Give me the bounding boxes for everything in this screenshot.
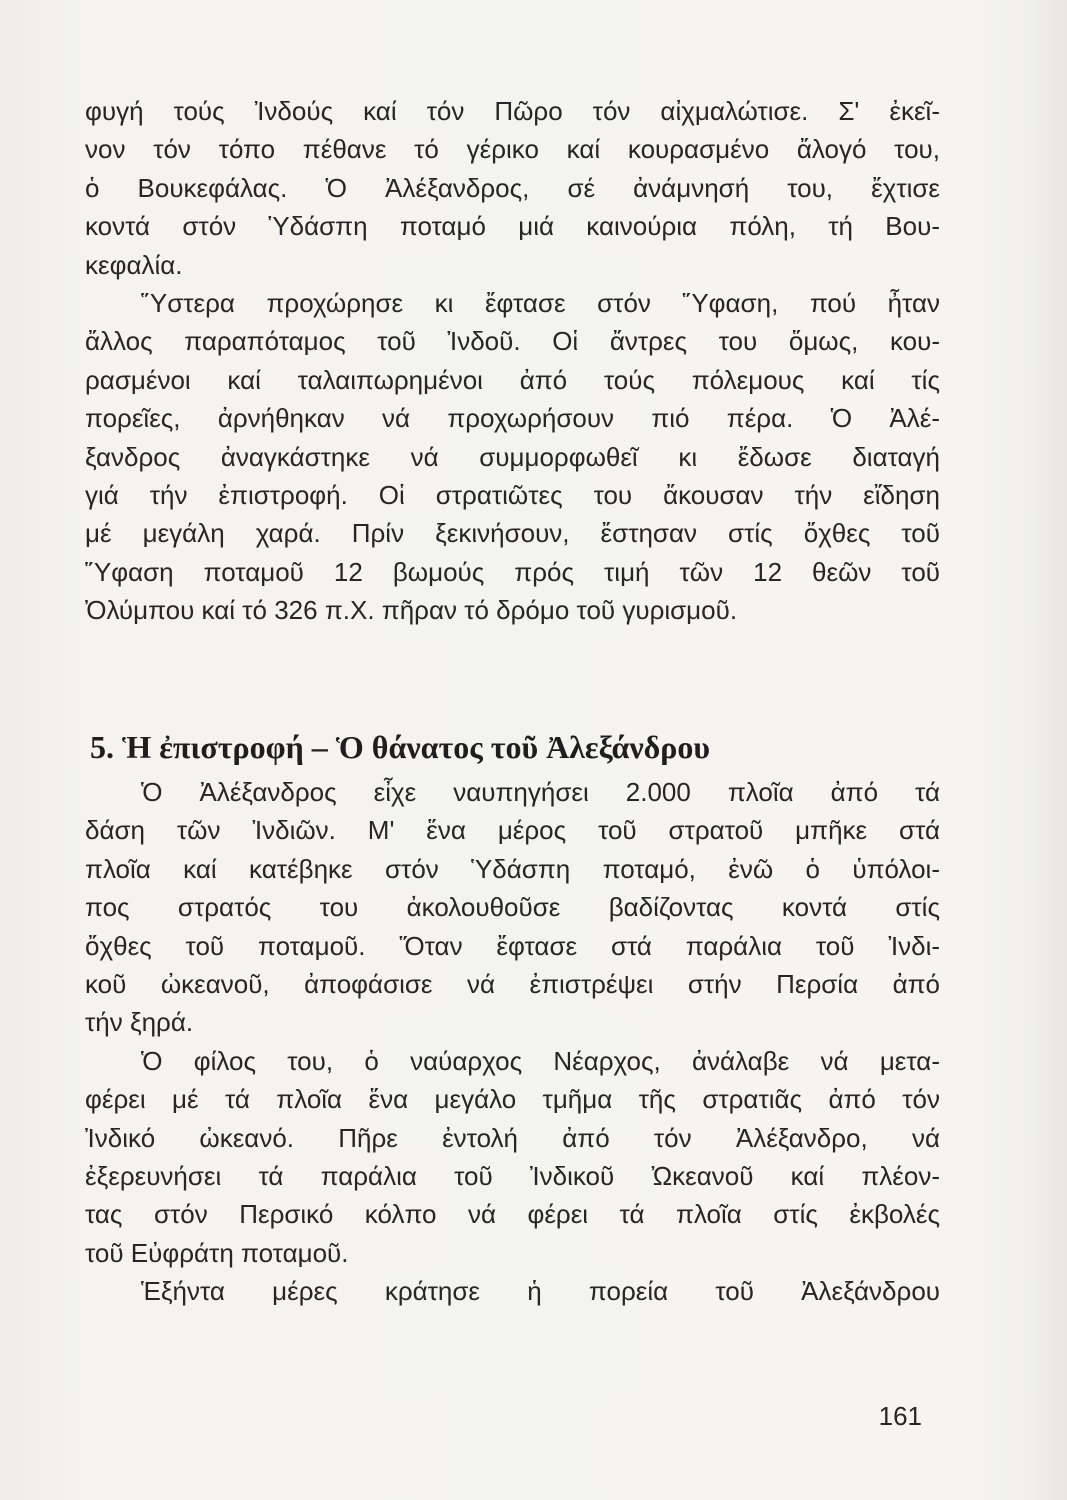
text-line: φυγή τούς Ἰνδούς καί τόν Πῶρο τόν αἰχμαλώτισε. Σ' ἐκεῖ- [85, 96, 940, 126]
text-line: πορεῖες, ἀρνήθηκαν νά προχωρήσουν πιό πέρα. Ὁ Ἀλέ- [85, 403, 940, 434]
text-line: πος στρατός του ἀκολουθοῦσε βαδίζοντας κοντά στίς [85, 892, 940, 923]
text-line: ὁ Βουκεφάλας. Ὁ Ἀλέξανδρος, σέ ἀνάμνησή του, ἔχτισε [85, 172, 940, 203]
text-line: κοντά στόν Ὑδάσπη ποταμό μιά καινούρια πόλη, τή Βου- [85, 211, 940, 242]
text-line: Ἑξήντα μέρες κράτησε ἡ πορεία τοῦ Ἀλεξάνδρου [141, 1276, 940, 1307]
text-line: πλοῖα καί κατέβηκε στόν Ὑδάσπη ποταμό, ἐνῶ ὁ ὑπόλοι- [85, 853, 940, 884]
text-line: Ὁ φίλος του, ὁ ναύαρχος Νέαρχος, ἀνάλαβε νά μετα- [141, 1045, 940, 1076]
text-block-bottom [85, 773, 940, 1310]
text-line: τήν ξηρά. [85, 1007, 194, 1038]
text-line: Ὕφαση ποταμοῦ 12 βωμούς πρός τιμή τῶν 12 θεῶν τοῦ [85, 556, 940, 587]
text-line: γιά τήν ἐπιστροφή. Οἱ στρατιῶτες του ἄκουσαν τήν εἴδηση [85, 479, 940, 510]
page-edge-shadow [1027, 0, 1067, 1500]
section-heading: 5. Ἡ ἐπιστροφή – Ὁ θάνατος τοῦ Ἀλεξάνδρου [90, 729, 710, 765]
text-line: ἄλλος παραπόταμος τοῦ Ἰνδοῦ. Οἱ ἄντρες του ὅμως, κου- [85, 326, 940, 357]
text-line: τοῦ Εὐφράτη ποταμοῦ. [85, 1237, 349, 1268]
text-line: κοῦ ὠκεανοῦ, ἀποφάσισε νά ἐπιστρέψει στήν Περσία ἀπό [85, 968, 940, 999]
text-line: Ὕστερα προχώρησε κι ἔφτασε στόν Ὕφαση, πού ἦταν [141, 287, 940, 318]
text-line: ρασμένοι καί ταλαιπωρημένοι ἀπό τούς πόλεμους καί τίς [85, 364, 940, 395]
text-line: νον τόν τόπο πέθανε τό γέρικο καί κουρασμένο ἄλογό του, [85, 134, 940, 165]
text-line: τας στόν Περσικό κόλπο νά φέρει τά πλοῖα στίς ἐκβολές [85, 1199, 940, 1230]
page-number: 161 [878, 1401, 922, 1431]
text-line: δάση τῶν Ἰνδιῶν. Μ' ἕνα μέρος τοῦ στρατοῦ μπῆκε στά [85, 815, 940, 846]
text-line: Ἰνδικό ὠκεανό. Πῆρε ἐντολή ἀπό τόν Ἀλέξανδρο, νά [85, 1122, 940, 1153]
text-line: Ὁ Ἀλέξανδρος εἶχε ναυπηγήσει 2.000 πλοῖα ἀπό τά [141, 777, 940, 807]
text-line: ὄχθες τοῦ ποταμοῦ. Ὅταν ἔφτασε στά παράλια τοῦ Ἰνδι- [85, 930, 940, 961]
text-line: φέρει μέ τά πλοῖα ἕνα μεγάλο τμῆμα τῆς στρατιᾶς ἀπό τόν [85, 1084, 940, 1115]
text-line: ξανδρος ἀναγκάστηκε νά συμμορφωθεῖ κι ἔδωσε διαταγή [85, 441, 940, 472]
text-line: Ὀλύμπου καί τό 326 π.Χ. πῆραν τό δρόμο τοῦ γυρισμοῦ. [85, 595, 738, 626]
text-block-top [85, 92, 940, 629]
text-line: ἐξερευνήσει τά παράλια τοῦ Ἰνδικοῦ Ὠκεανοῦ καί πλέον- [85, 1160, 940, 1191]
text-line: μέ μεγάλη χαρά. Πρίν ξεκινήσουν, ἔστησαν στίς ὄχθες τοῦ [85, 518, 940, 549]
text-line: κεφαλία. [85, 249, 183, 280]
